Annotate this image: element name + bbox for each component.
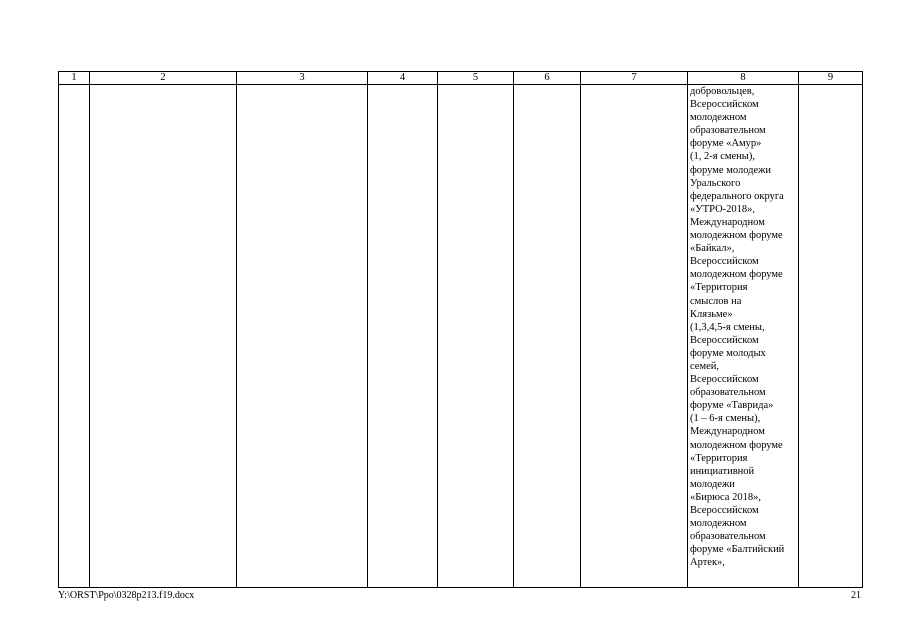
cell-text-line: молодежном: [690, 112, 747, 124]
cell-text-line: образовательном: [690, 387, 766, 399]
table-cell-1: [59, 85, 90, 588]
table-cell-4: [368, 85, 438, 588]
cell-text-line: образовательном: [690, 125, 766, 137]
cell-text-line: (1 – 6-я смены),: [690, 413, 761, 425]
cell-text-line: (1, 2-я смены),: [690, 151, 755, 163]
cell-text-line: Всероссийском: [690, 99, 759, 111]
cell-text-line: добровольцев,: [690, 86, 755, 97]
cell-text-line: «УТРО-2018»,: [690, 203, 756, 215]
cell-text-line: «Байкал»,: [690, 243, 735, 255]
cell-text-line: Международном: [690, 426, 765, 438]
document-table: [58, 71, 863, 588]
table-cell-3: [237, 85, 368, 588]
cell-text-line: образовательном: [690, 531, 766, 543]
footer-file-path: Y:\ORST\Ppo\0328p213.f19.docx: [58, 590, 195, 601]
table-cell-8: [688, 85, 799, 588]
table-cell-9: [799, 85, 863, 588]
cell-text-line: форуме «Балтийский: [690, 544, 785, 556]
cell-text-line: «Территория: [690, 452, 748, 464]
table-header-row: [59, 72, 863, 85]
header-cell-7: 7: [581, 72, 688, 85]
cell-text-line: Всероссийском: [690, 256, 759, 268]
cell-text-line: Всероссийском: [690, 374, 759, 386]
cell-text-line: инициативной: [690, 465, 755, 477]
table-cell-2: [90, 85, 237, 588]
cell-text-line: молодежном форуме: [690, 439, 783, 451]
cell-text-line: Артек»,: [690, 557, 725, 569]
cell-text-line: форуме молодых: [690, 347, 766, 359]
header-cell-3: 3: [237, 72, 368, 85]
header-cell-6: 6: [514, 72, 581, 85]
cell-text-line: Всероссийском: [690, 334, 759, 346]
cell-text-line: форуме «Таврида»: [690, 400, 774, 412]
cell-text-line: семей,: [690, 360, 719, 372]
cell-text-line: форуме «Амур»: [690, 138, 762, 150]
footer-page-number: 21: [851, 590, 861, 601]
header-cell-8: 8: [688, 72, 799, 85]
header-cell-1: 1: [59, 72, 90, 85]
table-cell-6: [514, 85, 581, 588]
cell-text-line: «Территория: [690, 282, 748, 294]
cell-text-line: (1,3,4,5-я смены,: [690, 321, 765, 333]
cell-text-line: Всероссийском: [690, 505, 759, 516]
header-cell-9: 9: [799, 72, 863, 85]
cell-text-line: федерального округа: [690, 190, 784, 202]
header-cell-2: 2: [90, 72, 237, 85]
cell-text-line: молодежи: [690, 478, 735, 490]
header-cell-5: 5: [438, 72, 514, 85]
cell-text-line: Клязьме»: [690, 308, 733, 320]
table-row: [59, 85, 863, 588]
cell-text-line: молодежном форуме: [690, 269, 783, 281]
cell-text-line: молодежном: [690, 518, 747, 530]
header-cell-4: 4: [368, 72, 438, 85]
cell-text-line: смыслов на: [690, 295, 742, 307]
cell-text-line: «Бирюса 2018»,: [690, 491, 761, 503]
cell-text-line: молодежном форуме: [690, 230, 783, 242]
cell-text-line: форуме молодежи: [690, 164, 772, 176]
cell-text-line: Уральского: [690, 177, 741, 189]
table-cell-7: [581, 85, 688, 588]
cell-text-line: Международном: [690, 216, 765, 228]
table-cell-5: [438, 85, 514, 588]
